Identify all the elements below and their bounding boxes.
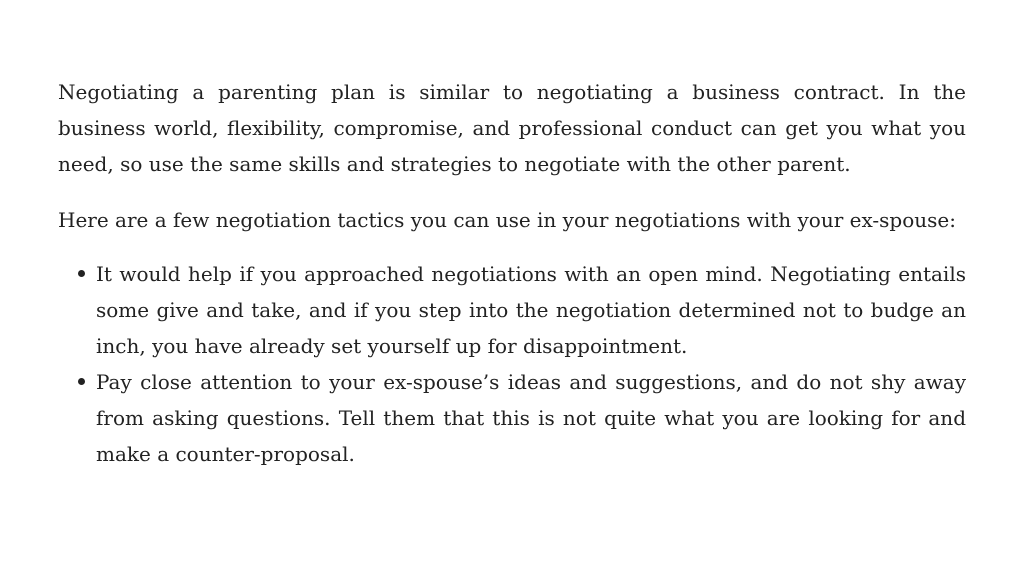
bullet-icon — [78, 378, 85, 385]
list-item — [58, 364, 966, 472]
list-item-text: It would help if you approached negotiations with an open mind. Negotiating entails some give and take, and if you step into the negotiation determined not to budge an inch, you have already set yourself up for disappointment. — [96, 262, 966, 358]
list-item-text: Pay close attention to your ex-spouse’s ideas and suggestions, and do not shy away from asking questions. Tell them that this is not quite what you are looking for and make a counter-proposal. — [96, 370, 966, 466]
document-body — [58, 74, 966, 472]
tactics-intro-paragraph: Here are a few negotiation tactics you can use in your negotiations with your ex-spouse: — [58, 208, 956, 232]
list-item — [58, 256, 966, 364]
bullet-icon — [78, 270, 85, 277]
tactics-list — [58, 256, 966, 472]
intro-paragraph: Negotiating a parenting plan is similar to negotiating a business contract. In the business world, flexibility, compromise, and professional conduct can get you what you need, so use the same skills and strategies to negotiate with the other parent. — [58, 80, 966, 176]
